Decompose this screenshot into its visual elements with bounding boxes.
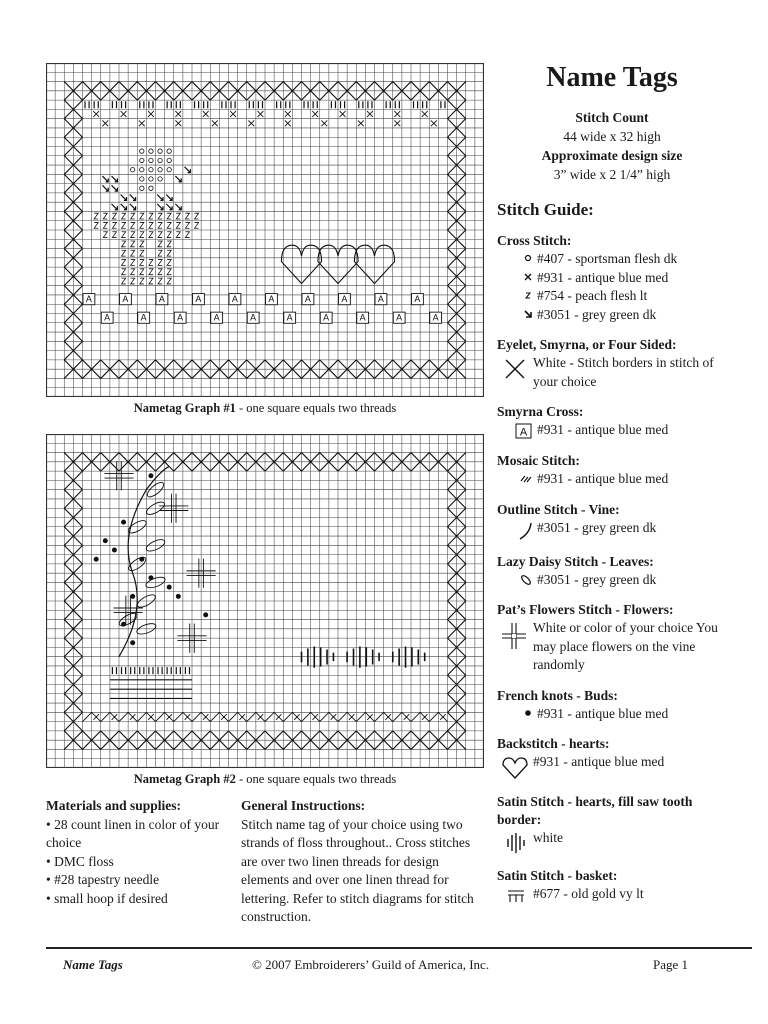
dot-icon <box>497 705 537 719</box>
heart-icon <box>497 753 533 781</box>
list-item: • 28 count linen in color of your choice <box>46 816 220 850</box>
smyrna-a-letter: A <box>195 294 202 305</box>
section-satin-hearts: Satin Stitch - hearts, fill saw tooth border: white <box>497 793 727 855</box>
smyrna-a-letter: A <box>85 294 92 305</box>
smyrna-a-letter: A <box>104 312 111 323</box>
stitch-guide-heading: Stitch Guide: <box>497 200 594 219</box>
legend-item: #3051 - grey green dk <box>497 519 727 541</box>
instructions-section <box>241 797 481 927</box>
nametag-graph-1 <box>46 63 484 416</box>
legend-item: white <box>497 829 727 855</box>
list-item: • DMC floss <box>46 853 114 869</box>
smyrna-a-letter: A <box>213 312 220 323</box>
legend-item: #3051 - grey green dk <box>497 306 727 325</box>
boxed-a-icon <box>497 421 537 440</box>
basket-stitch-icon <box>497 885 533 903</box>
legend-item: #754 - peach flesh lt <box>497 287 727 306</box>
satin-stitch-icon <box>497 829 533 855</box>
graph-2-caption: Nametag Graph #2 - one square equals two threads <box>133 772 397 786</box>
materials-heading: Materials and supplies: <box>46 798 182 813</box>
smyrna-a-letter: A <box>122 294 129 305</box>
section-outline: Outline Stitch - Vine: #3051 - grey green dk <box>497 501 727 541</box>
x-symbol-icon <box>497 269 537 283</box>
legend-item: #407 - sportsman flesh dk <box>497 250 727 269</box>
graph-1-caption: Nametag Graph #1 - one square equals two threads <box>133 401 397 415</box>
large-x-icon <box>497 354 533 382</box>
instructions-heading: General Instructions: <box>241 798 366 813</box>
graph-2-chart <box>46 434 484 768</box>
bud-dot <box>94 557 99 562</box>
materials-section <box>46 797 226 908</box>
bud-dot <box>148 473 153 478</box>
section-mosaic: Mosaic Stitch: #931 - antique blue med <box>497 452 727 489</box>
smyrna-a-letter: A <box>286 312 293 323</box>
instructions-text: Stitch name tag of your choice using two strands of floss throughout.. Cross stitches are over two linen threads for design elements and over one linen thread for lettering. Refer to stitch diagrams for stitch construction. <box>241 816 474 924</box>
smyrna-a-letter: A <box>377 294 384 305</box>
stitch-count-block <box>497 108 727 184</box>
smyrna-a-letter: A <box>359 312 366 323</box>
z-symbol-icon <box>497 287 537 301</box>
page-title: Name Tags <box>546 62 678 93</box>
section-smyrna-cross: Smyrna Cross: A #931 - antique blue med <box>497 403 727 440</box>
bud-dot <box>121 622 126 627</box>
arrow-symbol-icon <box>497 306 537 320</box>
section-lazy-daisy: Lazy Daisy Stitch - Leaves: #3051 - grey green dk <box>497 553 727 590</box>
legend-item: White - Stitch borders in stitch of your choice <box>497 354 727 391</box>
circle-symbol-icon <box>497 250 537 264</box>
smyrna-a-letter: A <box>304 294 311 305</box>
legend-item: #931 - antique blue med <box>497 753 727 781</box>
section-cross-stitch: Cross Stitch: #407 - sportsman flesh dk #931 - antique blue med #754 - peach flesh lt #3051 - grey green dk <box>497 232 727 324</box>
legend-item: #677 - old gold vy lt <box>497 885 727 904</box>
list-item: • small hoop if desired <box>46 890 168 906</box>
legend-item: A #931 - antique blue med <box>497 421 727 440</box>
mosaic-stitch-icon <box>497 470 537 484</box>
footer-divider <box>46 947 752 949</box>
legend-item: #931 - antique blue med <box>497 269 727 288</box>
smyrna-a-letter: A <box>432 312 439 323</box>
section-eyelet: Eyelet, Smyrna, or Four Sided: White - Stitch borders in stitch of your choice <box>497 336 727 391</box>
footer-page-number: Page 1 <box>653 957 689 972</box>
nametag-graph-2 <box>46 434 484 787</box>
bud-dot <box>121 520 126 525</box>
smyrna-a-letter: A <box>268 294 275 305</box>
design-size-value: 3” wide x 2 1/4” high <box>553 167 671 182</box>
smyrna-a-letter: A <box>323 312 330 323</box>
section-backstitch: Backstitch - hearts: #931 - antique blue med <box>497 735 727 781</box>
bud-dot <box>176 594 181 599</box>
bud-dot <box>167 585 172 590</box>
smyrna-a-letter: A <box>250 312 257 323</box>
stitch-info-column <box>497 62 727 916</box>
vine-icon <box>497 519 537 541</box>
bud-dot <box>130 594 135 599</box>
smyrna-a-letter: A <box>341 294 348 305</box>
bud-dot <box>112 547 117 552</box>
bud-dot <box>130 640 135 645</box>
legend-item: White or color of your choice You may place flowers on the vine randomly <box>497 619 727 675</box>
legend-item: #3051 - grey green dk <box>497 571 727 590</box>
section-pats-flowers: Pat’s Flowers Stitch - Flowers: White or color of your choice You may place flowers on the vine randomly <box>497 601 727 675</box>
legend-item: #931 - antique blue med <box>497 470 727 489</box>
bud-dot <box>148 575 153 580</box>
smyrna-a-letter: A <box>140 312 147 323</box>
bud-dot <box>103 538 108 543</box>
graph-1-chart <box>46 63 484 397</box>
smyrna-a-letter: A <box>158 294 165 305</box>
design-size-heading: Approximate design size <box>541 148 683 163</box>
smyrna-a-letter: A <box>177 312 184 323</box>
section-satin-basket: Satin Stitch - basket: #677 - old gold vy lt <box>497 867 727 904</box>
smyrna-a-letter: A <box>396 312 403 323</box>
section-french-knots: French knots - Buds: #931 - antique blue med <box>497 687 727 724</box>
bud-dot <box>203 612 208 617</box>
stitch-count-value: 44 wide x 32 high <box>563 129 661 144</box>
leaf-icon <box>497 571 537 587</box>
list-item: • #28 tapestry needle <box>46 872 160 887</box>
flower-stitch-icon <box>497 619 533 651</box>
legend-item: #931 - antique blue med <box>497 705 727 724</box>
svg-text:A: A <box>519 426 528 439</box>
stitch-count-heading: Stitch Count <box>575 110 649 125</box>
smyrna-a-letter: A <box>231 294 238 305</box>
footer-copyright: © 2007 Embroiderers’ Guild of America, Inc. <box>252 957 490 972</box>
bud-dot <box>139 557 144 562</box>
footer-title: Name Tags <box>63 957 123 972</box>
smyrna-a-letter: A <box>414 294 421 305</box>
